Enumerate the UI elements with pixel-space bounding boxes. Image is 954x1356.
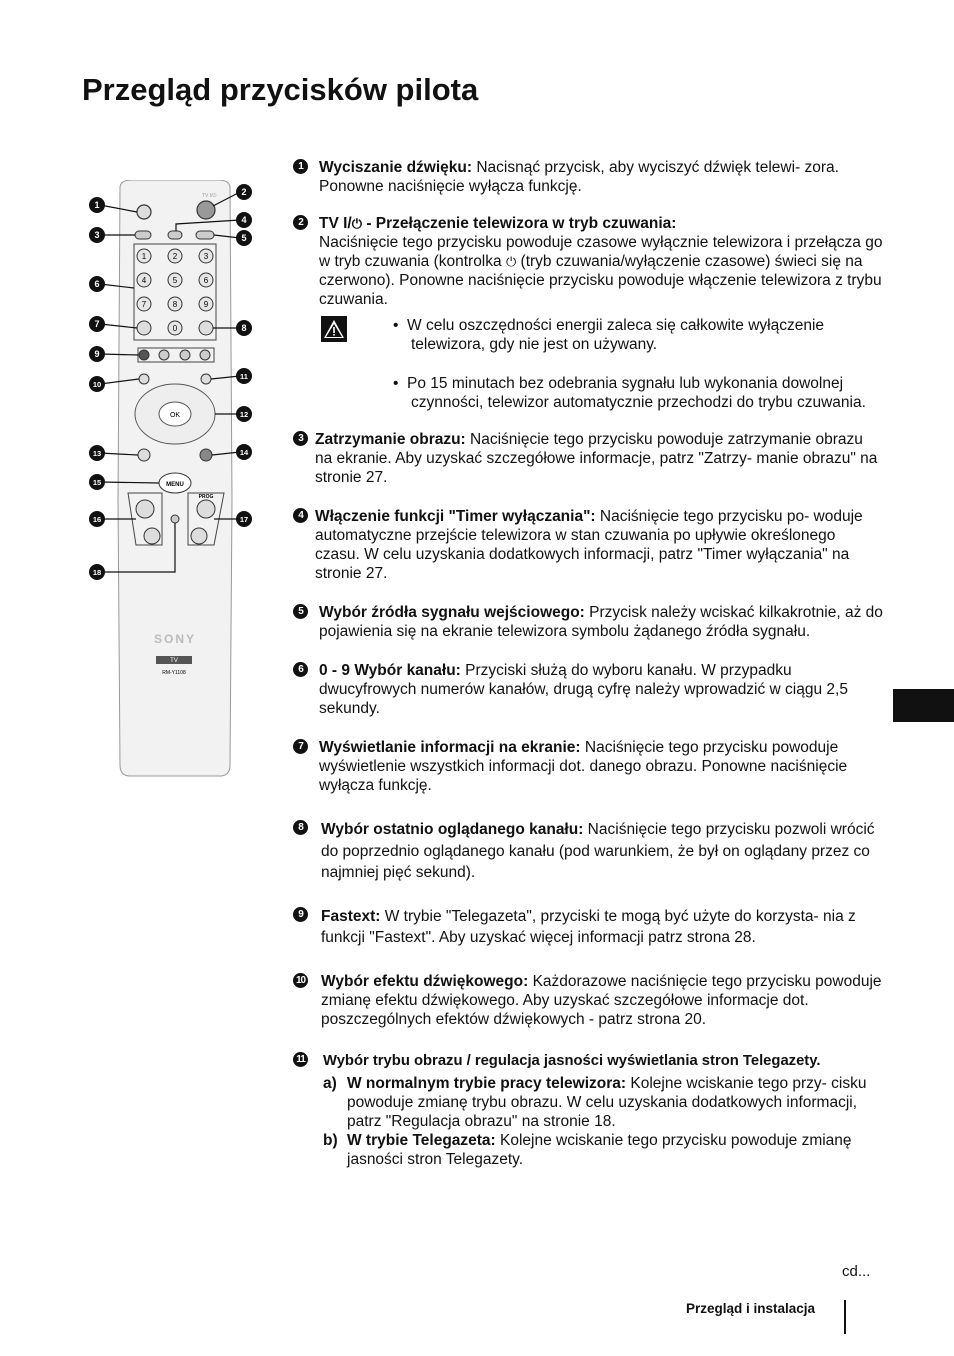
numpad-key-label: 2 [172,252,178,261]
numpad-key-label: 4 [141,276,147,285]
callout-label: 17 [239,515,249,525]
sub-key: b) [323,1131,338,1149]
item-2 [293,214,883,412]
item-number: 7 [293,739,308,754]
item-7 [293,738,883,795]
prog-label: PROG [198,494,214,500]
item-text: Każdorazowe naciśnięcie tego przycisku powoduje zmianę efektu dźwiękowego. Aby uzyskać szczegółowe informacje dot. poszczególnych efektów dźwiękowych - patrz strona 20. [321,972,882,1028]
item-6 [293,661,883,718]
ok-label: OK [169,412,181,419]
sub-text: Kolejne wciskanie tego przy- cisku powoduje zmianę trybu obrazu. W celu uzyskania dodatkowych informacji, patrz "Regulacja obrazu" na stronie 18. [347,1074,867,1130]
item-number: 11 [293,1052,308,1067]
callout-label: 5 [241,233,247,244]
item-4 [293,507,883,583]
section-tab-marker [893,689,954,722]
picture-mode-button [201,374,211,384]
brand-logo: SONY [153,632,197,646]
menu-label: MENU [166,482,184,488]
item-11 [293,1051,883,1169]
sub-title: W trybie Telegazeta: [347,1131,496,1149]
callout-label: 7 [94,319,100,330]
numpad-key-label: 9 [203,300,209,309]
item-title: Wybór ostatnio oglądanego kanału: [321,821,584,838]
power-icon: ⏻ [505,254,517,269]
section-name: Przegląd i instalacja [686,1301,816,1316]
callout-label: 11 [240,372,248,382]
page-title: Przegląd przycisków pilota [82,72,479,107]
model-label: RM-Y1108 [162,670,186,676]
note-text: W celu oszczędności energii zaleca się całkowite wyłączenie telewizora, gdy nie jest on używany. [407,317,825,353]
item-title: Wybór źródła sygnału wejściowego: [319,604,585,621]
callout-label: 13 [92,449,102,459]
item-title: Wyciszanie dźwięku: [319,159,473,176]
callout-label: 18 [92,568,102,578]
remote-control-illustration [80,180,270,780]
fastext-red [139,350,149,360]
freeze-button [135,231,151,239]
callout-label: 3 [94,230,100,241]
teletext-button [138,449,150,461]
power-icon: ⏻ [351,216,363,231]
sub-key: a) [323,1074,337,1092]
item-text: Naciśnięcie tego przycisku powoduje zatrzymanie obrazu na ekranie. Aby uzyskać szczegółowe informacje, patrz "Zatrzy- manie obrazu" na stronie 27. [315,431,878,486]
continued-label: cd... [842,1263,871,1280]
callout-label: 2 [241,187,247,198]
numpad-key-label: 8 [172,300,178,309]
callout-label: 1 [94,200,100,211]
fastext-green [159,350,169,360]
sub-item-a [323,1074,883,1131]
prog-up-button [197,500,215,518]
callout-label: 14 [239,448,249,458]
item-text: Naciśnięcie tego przycisku powoduje wyświetlenie wszystkich informacji dot. danego obrazu. Ponowne naciśnięcie wyłącza funkcję. [319,739,848,794]
item-title: Wybór trybu obrazu / regulacja jasności wyświetlania stron Telegazety. [323,1052,821,1069]
callout-label: 6 [94,279,100,290]
item-text: Naciśnięcie tego przycisku po- woduje automatyczne przejście telewizora w stan czuwania po upływie określonego czasu. W celu uzyskania dodatkowych informacji, patrz "Timer wyłączania" na stronie 27. [315,508,863,582]
item-title: 0 - 9 Wybór kanału: [319,662,461,679]
aspect-button [171,515,179,523]
item-title-part: TV I/ [319,215,352,232]
item-text: Przycisk należy wciskać kilkakrotnie, aż do pojawienia się na ekranie telewizora symbolu żądanego źródła sygnału. [319,604,883,640]
item-title-part: - Przełączenie telewizora w tryb czuwania: [362,215,677,232]
item-number: 10 [293,973,308,988]
sub-text: Kolejne wciskanie tego przycisku powoduje zmianę jasności stron Telegazety. [347,1131,852,1168]
tv-teletext-button [200,449,212,461]
item-title: Włączenie funkcji "Timer wyłączania": [315,508,596,525]
item-text: Przyciski służą do wyboru kanału. W przypadku dwucyfrowych numerów kanałów, drugą cyfrę należy wprowadzić w ciągu 2,5 sekundy. [319,662,848,717]
tv-power-button [197,201,215,219]
item-number: 3 [293,431,308,446]
callout-label: 16 [92,515,102,525]
note-bullet: • Po 15 minutach bez odebrania sygnału lub wykonania dowolnej czynności, telewizor automatycznie przechodzi do trybu czuwania. [393,375,866,411]
item-title [319,215,676,232]
item-number: 4 [293,508,308,523]
item-text: W trybie "Telegazeta", przyciski te mogą być użyte do korzysta- nia z funkcji "Fastext". Aby uzyskać więcej informacji patrz strona 28. [321,907,856,946]
timer-button [168,231,182,239]
numpad-key-label: 3 [203,252,209,261]
item-1 [293,158,883,196]
recall-button [199,321,213,335]
item-number: 8 [293,820,308,835]
numpad-key-label: 6 [203,276,209,285]
numpad-key-label: 7 [141,300,147,309]
numpad-key-label: 1 [141,252,147,261]
item-10 [293,972,883,1029]
item-text: Naciśnięcie tego przycisku powoduje czasowe wyłącznie telewizora i przełącza go w tryb czuwania (kontrolka [319,234,883,270]
item-title: Wyświetlanie informacji na ekranie: [319,739,581,756]
item-number: 1 [293,159,308,174]
item-text: Nacisnąć przycisk, aby wyciszyć dźwięk telewi- zora. Ponowne naciśnięcie wyłącza funkcję. [319,159,839,195]
item-title: Wybór efektu dźwiękowego: [321,972,529,990]
callout-label: 9 [94,349,100,360]
footer-divider [844,1300,846,1334]
note-text: Po 15 minutach bez odebrania sygnału lub wykonania dowolnej czynności, telewizor automatycznie przechodzi do trybu czuwania. [407,375,866,411]
callout-label: 15 [92,478,102,488]
callout-label: 4 [241,215,247,226]
warning-notes [319,316,883,412]
fastext-blue [200,350,210,360]
item-title: Zatrzymanie obrazu: [315,431,466,448]
item-title: Fastext: [321,907,381,925]
callout-label: 8 [241,323,247,334]
button-descriptions [293,158,883,1169]
item-number: 2 [293,215,308,230]
sub-item-b [323,1131,883,1169]
item-5 [293,603,883,641]
input-button [196,231,214,239]
prog-down-button [191,528,207,544]
item-number: 9 [293,907,308,922]
item-text: (tryb czuwania/wyłączenie czasowe) świeci się na czerwono). Ponowne naciśnięcie przycisku powoduje włączenie telewizora z trybu czuwania. [319,253,882,308]
mute-button [137,205,151,219]
item-number: 5 [293,604,308,619]
item-3 [293,430,883,487]
sound-effect-button [139,374,149,384]
item-9 [293,906,883,949]
info-button [137,321,151,335]
callout-label: 12 [239,410,249,420]
fastext-yellow [180,350,190,360]
item-text: Naciśnięcie tego przycisku pozwoli wrócić do poprzednio oglądanego kanału (pod warunkiem, że był on oglądany przez co najmniej pięć sekund). [321,821,875,881]
sub-title: W normalnym trybie pracy telewizora: [347,1074,627,1092]
tv-label: TV I/⏻ [202,193,217,199]
item-number: 6 [293,662,308,677]
numpad-key-label: 5 [172,276,178,285]
numpad-key-label: 0 [172,324,178,333]
callout-label: 10 [92,380,102,390]
tv-badge: TV [170,658,178,664]
volume-down-button [144,528,160,544]
note-bullet: • W celu oszczędności energii zaleca się całkowite wyłączenie telewizora, gdy nie jest on używany. [393,317,825,353]
item-8 [293,819,883,884]
volume-up-button [136,500,154,518]
